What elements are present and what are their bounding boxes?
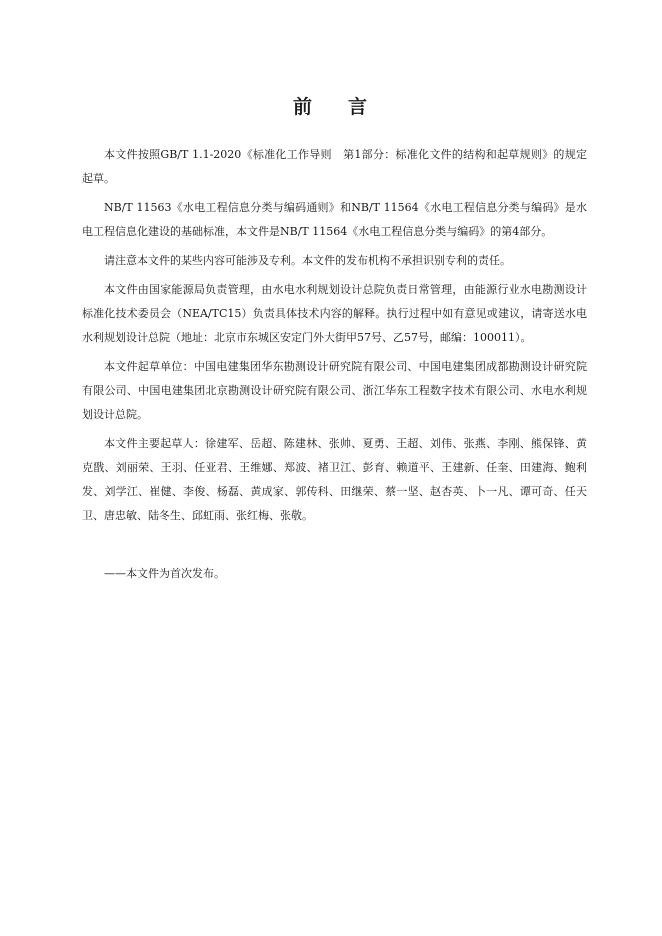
paragraph-drafting-basis: 本文件按照GB/T 1.1-2020《标准化工作导则 第1部分：标准化文件的结构和起草规则》的规定起草。 — [82, 148, 587, 185]
first-release-note: ——本文件为首次发布。 — [104, 567, 225, 580]
title-char-first: 前 — [292, 96, 314, 118]
page-title — [0, 95, 662, 119]
paragraph-standard-series: NB/T 11563《水电工程信息分类与编码通则》和NB/T 11564《水电工程信息分类与编码》是水电工程信息化建设的基础标准，本文件是NB/T 11564《水电工程信息分类与编码》的第4部分。 — [82, 201, 587, 238]
title-char-second: 言 — [348, 96, 370, 118]
paragraph-drafters: 本文件主要起草人：徐建军、岳超、陈建林、张帅、夏勇、王超、刘伟、张燕、李刚、熊保锋、黄克戬、刘丽荣、王羽、任亚君、王维娜、郑波、褚卫江、彭育、赖道平、王建新、任奎、田建海、鲍利发、刘学江、崔健、李俊、杨磊、黄成家、郭传科、田继荣、蔡一坚、赵杏英、卜一凡、谭可奇、任天卫、唐忠敏、陆冬生、邱虹雨、张红梅、张敬。 — [82, 437, 587, 522]
paragraph-drafting-units: 本文件起草单位：中国电建集团华东勘测设计研究院有限公司、中国电建集团成都勘测设计研究院有限公司、中国电建集团北京勘测设计研究院有限公司、浙江华东工程数字技术有限公司、水电水利规划设计总院。 — [82, 360, 587, 421]
paragraph-management: 本文件由国家能源局负责管理，由水电水利规划设计总院负责日常管理，由能源行业水电勘测设计标准化技术委员会（NEA/TC15）负责具体技术内容的解释。执行过程中如有意见或建议，请寄送水电水利规划设计总院（地址：北京市东城区安定门外大街甲57号、乙57号，邮编：100011）。 — [82, 283, 587, 344]
paragraph-patent-notice: 请注意本文件的某些内容可能涉及专利。本文件的发布机构不承担识别专利的责任。 — [104, 254, 511, 267]
preface-body — [82, 143, 587, 533]
